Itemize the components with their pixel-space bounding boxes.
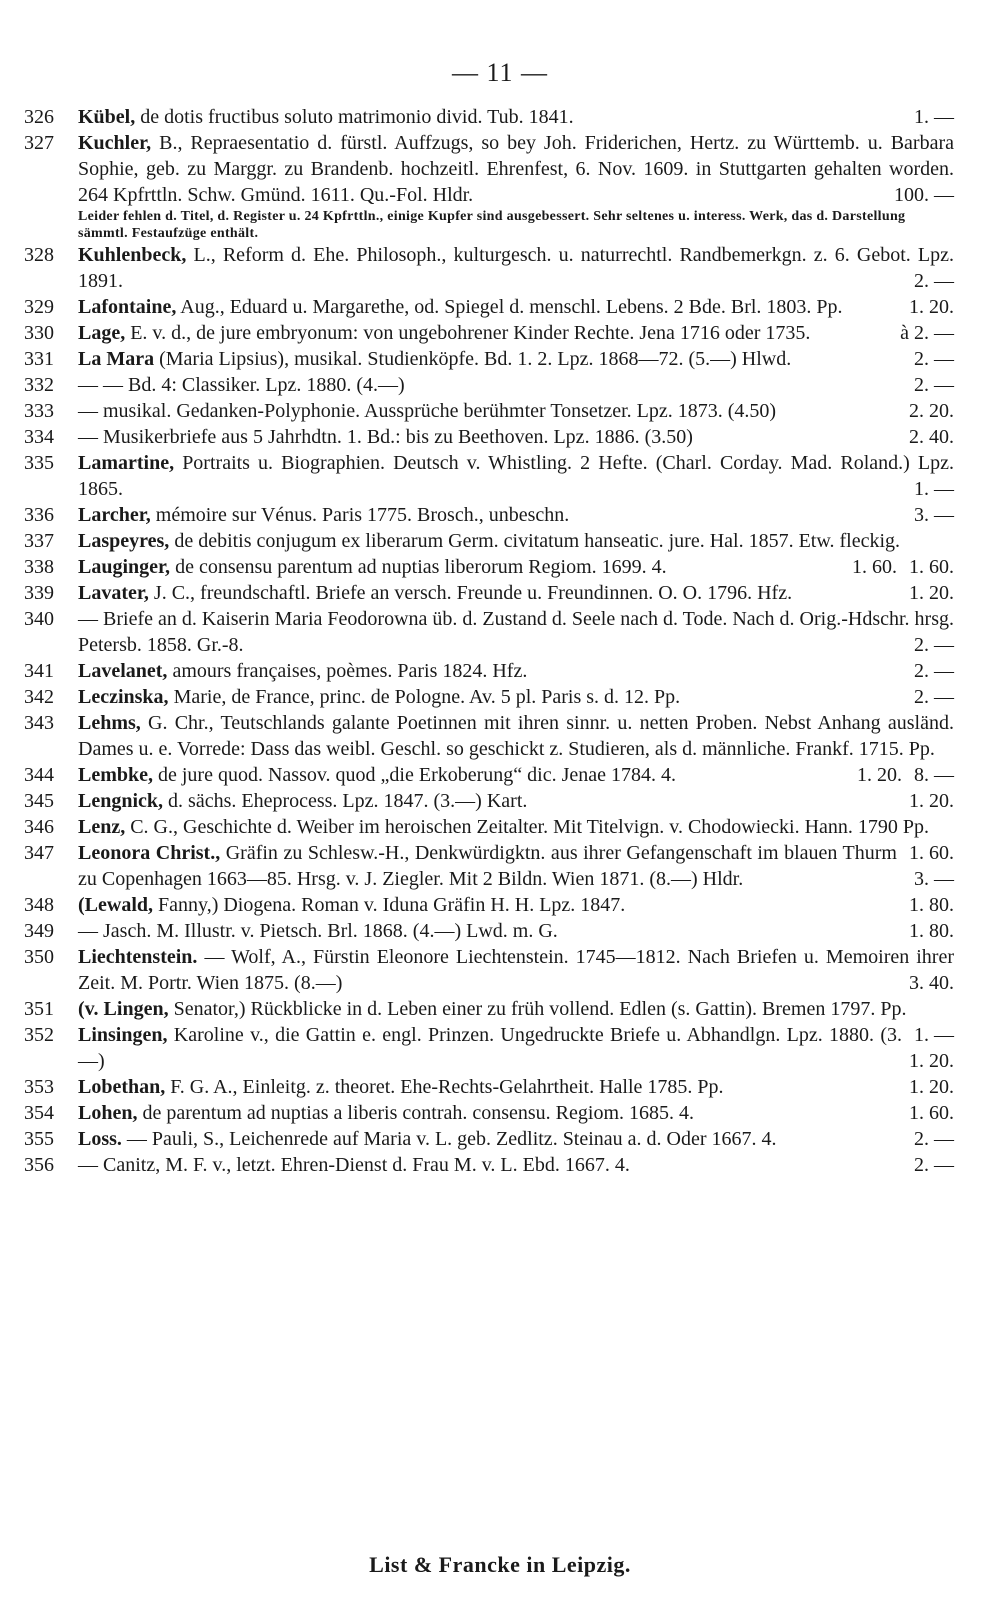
entry-body: [78, 944, 954, 996]
entry-text: L., Reform d. Ehe. Philosoph., kulturgesch. u. naturrechtl. Randbemerkgn. z. 6. Gebot. Lpz. 1891.: [78, 244, 954, 292]
entry-text: — — Bd. 4: Classiker. Lpz. 1880. (4.—): [78, 374, 405, 396]
entry-text: B., Repraesentatio d. fürstl. Auffzugs, so bey Joh. Friderichen, Hertz. zu Württemb. u. Barbara Sophie, geb. zu Marggr. zu Brandenb. hochzeitl. Ehrenfest, 6. Nov. 1609. in Stuttgarten gehalten worden. 264 Kpfrttln. Schw. Gmünd. 1611. Qu.-Fol. Hldr.: [78, 132, 954, 206]
entry-number: 330: [24, 322, 54, 344]
entry-text: J. C., freundschaftl. Briefe an versch. Freunde u. Freundinnen. O. O. 1796. Hfz.: [153, 582, 793, 604]
catalog-entry: [24, 424, 954, 450]
entry-text: — Pauli, S., Leichenrede auf Maria v. L. geb. Zedlitz. Steinau a. d. Oder 1667. 4.: [126, 1128, 777, 1150]
entry-number: 341: [24, 660, 54, 682]
entry-text: F. G. A., Einleitg. z. theoret. Ehe-Rechts-Gelahrtheit. Halle 1785. Pp.: [170, 1076, 724, 1098]
entry-text: Karoline v., die Gattin e. engl. Prinzen. Ungedruckte Briefe u. Abhandlgn. Lpz. 1880. (3.—): [78, 1024, 903, 1072]
entry-author: Lembke,: [78, 764, 153, 786]
entry-text: E. v. d., de jure embryonum: von ungebohrener Kinder Rechte. Jena 1716 oder 1735.: [130, 322, 811, 344]
entry-text: Portraits u. Biographien. Deutsch v. Whistling. 2 Hefte. (Charl. Corday. Mad. Roland.) Lpz. 1865.: [78, 452, 954, 500]
entry-number: 339: [24, 582, 54, 604]
entry-price: 8. —: [914, 764, 954, 786]
entry-number: 335: [24, 452, 54, 474]
entry-price: 2. —: [914, 1128, 954, 1150]
entry-body: [78, 372, 954, 398]
entry-number: 356: [24, 1154, 54, 1176]
entry-author: Lenz,: [78, 816, 126, 838]
entry-text: (Maria Lipsius), musikal. Studienköpfe. Bd. 1. 2. Lpz. 1868—72. (5.—) Hlwd.: [159, 348, 792, 370]
entry-body: [78, 684, 954, 710]
catalog-entry: [24, 1022, 954, 1074]
entry-author: Leonora Christ.,: [78, 842, 221, 864]
catalog-entry: [24, 1074, 954, 1100]
entry-number: 332: [24, 374, 54, 396]
entry-number: 351: [24, 998, 54, 1020]
entry-list: [24, 104, 954, 1178]
entry-author: Kuchler,: [78, 132, 152, 154]
entry-body: [78, 606, 954, 658]
entry-number: 337: [24, 530, 54, 552]
entry-body: [78, 346, 954, 372]
entry-author: Lage,: [78, 322, 126, 344]
entry-price: 2. —: [914, 686, 954, 708]
catalog-entry: [24, 918, 954, 944]
entry-author: Lauginger,: [78, 556, 171, 578]
entry-author: Lohen,: [78, 1102, 138, 1124]
entry-price: 1. 60.: [852, 556, 897, 578]
catalog-entry: [24, 788, 954, 814]
entry-number: 329: [24, 296, 54, 318]
entry-note: Leider fehlen d. Titel, d. Register u. 24 Kpfrttln., einige Kupfer sind ausgebessert. Sehr seltenes u. interess. Werk, das d. Darstellung sämmtl. Festaufzüge enthält.: [78, 209, 906, 241]
entry-number: 345: [24, 790, 54, 812]
entry-author: Loss.: [78, 1128, 122, 1150]
entry-author: Larcher,: [78, 504, 151, 526]
catalog-entry: [24, 892, 954, 918]
entry-price: 2. —: [914, 1154, 954, 1176]
catalog-entry: [24, 346, 954, 372]
entry-text: de dotis fructibus soluto matrimonio divid. Tub. 1841.: [140, 106, 574, 128]
entry-body: [78, 918, 954, 944]
entry-body: [78, 1152, 954, 1178]
catalog-entry: [24, 130, 954, 242]
entry-body: [78, 1100, 954, 1126]
entry-price: 1. 80.: [909, 920, 954, 942]
entry-price: 1. 60.: [909, 842, 954, 864]
entry-body: [78, 1126, 954, 1152]
catalog-entry: [24, 502, 954, 528]
entry-price: 1. 20.: [909, 582, 954, 604]
catalog-entry: [24, 450, 954, 502]
catalog-entry: [24, 372, 954, 398]
entry-body: [78, 320, 954, 346]
entry-price: 3. —: [914, 504, 954, 526]
entry-author: Kübel,: [78, 106, 136, 128]
catalog-entry: [24, 294, 954, 320]
entry-price: 1. —: [914, 1024, 954, 1046]
entry-text: Gräfin zu Schlesw.-H., Denkwürdigktn. aus ihrer Gefangenschaft im blauen Thurm zu Copenhagen 1663—85. Hrsg. v. J. Ziegler. Mit 2 Bildn. Wien 1871. (8.—) Hldr.: [78, 842, 897, 890]
entry-author: Lavater,: [78, 582, 149, 604]
entry-text: — Musikerbriefe aus 5 Jahrhdtn. 1. Bd.: bis zu Beethoven. Lpz. 1886. (3.50): [78, 426, 693, 448]
entry-number: 342: [24, 686, 54, 708]
entry-body: [78, 840, 954, 892]
entry-body: [78, 104, 954, 130]
entry-author: (v. Lingen,: [78, 998, 169, 1020]
publisher-footer: List & Francke in Leipzig.: [369, 1552, 631, 1577]
catalog-entry: [24, 320, 954, 346]
entry-body: [78, 502, 954, 528]
entry-price: 2. —: [914, 374, 954, 396]
entry-price: 1. 20.: [909, 1076, 954, 1098]
entry-number: 340: [24, 608, 54, 630]
entry-body: [78, 1022, 954, 1074]
entry-author: Liechtenstein.: [78, 946, 198, 968]
catalog-entry: [24, 580, 954, 606]
catalog-entry: [24, 684, 954, 710]
entry-text: G. Chr., Teutschlands galante Poetinnen mit ihren sinnr. u. netten Proben. Nebst Anhang ausländ. Dames u. e. Vorrede: Dass das weibl. Geschl. so geschickt z. Studieren, als d. männliche. Frankf. 1715. Pp.: [78, 712, 954, 760]
entry-author: La Mara: [78, 348, 155, 370]
entry-number: 355: [24, 1128, 54, 1150]
entry-number: 344: [24, 764, 54, 786]
entry-text: — Wolf, A., Fürstin Eleonore Liechtenstein. 1745—1812. Nach Briefen u. Memoiren ihrer Zeit. M. Portr. Wien 1875. (8.—): [78, 946, 955, 994]
entry-number: 338: [24, 556, 54, 578]
entry-number: 331: [24, 348, 54, 370]
catalog-entry: [24, 104, 954, 130]
entry-price: 2. —: [914, 270, 954, 292]
entry-author: Kuhlenbeck,: [78, 244, 187, 266]
entry-body: [78, 1074, 954, 1100]
catalog-entry: [24, 840, 954, 892]
entry-price: 2. —: [914, 660, 954, 682]
entry-text: Aug., Eduard u. Margarethe, od. Spiegel d. menschl. Lebens. 2 Bde. Brl. 1803. Pp.: [180, 296, 843, 318]
entry-body: [78, 762, 954, 788]
entry-price: 1. 20.: [857, 764, 902, 786]
entry-text: Fanny,) Diogena. Roman v. Iduna Gräfin H. H. Lpz. 1847.: [158, 894, 626, 916]
catalog-entry: [24, 944, 954, 996]
catalog-entry: [24, 1100, 954, 1126]
entry-author: (Lewald,: [78, 894, 153, 916]
entry-body: [78, 554, 954, 580]
entry-price: 3. —: [914, 868, 954, 890]
entry-text: d. sächs. Eheprocess. Lpz. 1847. (3.—) Kart.: [168, 790, 528, 812]
entry-text: — musikal. Gedanken-Polyphonie. Aussprüche berühmter Tonsetzer. Lpz. 1873. (4.50): [78, 400, 777, 422]
catalog-entry: [24, 658, 954, 684]
entry-author: Laspeyres,: [78, 530, 170, 552]
entry-number: 326: [24, 106, 54, 128]
entry-number: 349: [24, 920, 54, 942]
entry-author: Linsingen,: [78, 1024, 168, 1046]
entry-price: 1. 20.: [909, 1050, 954, 1072]
entry-body: [78, 450, 954, 502]
entry-number: 347: [24, 842, 54, 864]
catalog-entry: [24, 762, 954, 788]
entry-body: [78, 580, 954, 606]
entry-text: Marie, de France, princ. de Pologne. Av. 5 pl. Paris s. d. 12. Pp.: [173, 686, 681, 708]
entry-number: 348: [24, 894, 54, 916]
entry-body: [78, 424, 954, 450]
entry-author: Lavelanet,: [78, 660, 168, 682]
entry-price: 1. 60.: [909, 1102, 954, 1124]
entry-number: 334: [24, 426, 54, 448]
entry-price: 1. 20.: [909, 296, 954, 318]
entry-author: Lafontaine,: [78, 296, 177, 318]
entry-text: de jure quod. Nassov. quod „die Erkoberung“ dic. Jenae 1784. 4.: [158, 764, 677, 786]
entry-price: 1. 60.: [909, 556, 954, 578]
entry-author: Leczinska,: [78, 686, 169, 708]
entry-text: de debitis conjugum ex liberarum Germ. civitatum hanseatic. jure. Hal. 1857. Etw. fleckig.: [174, 530, 901, 552]
entry-body: [78, 242, 954, 294]
entry-price: à 2. —: [900, 322, 954, 344]
entry-price: 2. 40.: [909, 426, 954, 448]
entry-text: Senator,) Rückblicke in d. Leben einer zu früh vollend. Edlen (s. Gattin). Bremen 1797. Pp.: [173, 998, 907, 1020]
catalog-entry: [24, 242, 954, 294]
entry-number: 343: [24, 712, 54, 734]
catalog-entry: [24, 554, 954, 580]
catalog-entry: [24, 398, 954, 424]
entry-number: 328: [24, 244, 54, 266]
entry-price: 1. 80.: [909, 894, 954, 916]
entry-body: [78, 788, 954, 814]
entry-text: — Jasch. M. Illustr. v. Pietsch. Brl. 1868. (4.—) Lwd. m. G.: [78, 920, 558, 942]
entry-body: [78, 130, 954, 208]
entry-text: — Canitz, M. F. v., letzt. Ehren-Dienst d. Frau M. v. L. Ebd. 1667. 4.: [78, 1154, 630, 1176]
entry-number: 333: [24, 400, 54, 422]
entry-body: [78, 398, 954, 424]
entry-text: de parentum ad nuptias a liberis contrah. consensu. Regiom. 1685. 4.: [142, 1102, 695, 1124]
entry-text: amours françaises, poèmes. Paris 1824. Hfz.: [172, 660, 528, 682]
entry-price: 2. —: [914, 348, 954, 370]
entry-price: 100. —: [894, 184, 954, 206]
catalog-entry: [24, 1152, 954, 1178]
catalog-entry: [24, 1126, 954, 1152]
entry-price: 2. 20.: [909, 400, 954, 422]
entry-number: 354: [24, 1102, 54, 1124]
catalog-entry: [24, 606, 954, 658]
page-number: — 11 —: [451, 58, 549, 87]
entry-number: 346: [24, 816, 54, 838]
entry-author: Lobethan,: [78, 1076, 166, 1098]
entry-number: 327: [24, 132, 54, 154]
entry-author: Lehms,: [78, 712, 141, 734]
entry-author: Lengnick,: [78, 790, 164, 812]
entry-number: 352: [24, 1024, 54, 1046]
entry-body: [78, 294, 954, 320]
entry-price: 1. —: [914, 478, 954, 500]
entry-price: 2. —: [914, 634, 954, 656]
entry-body: [78, 892, 954, 918]
entry-text: C. G., Geschichte d. Weiber im heroischen Zeitalter. Mit Titelvign. v. Chodowiecki. Hann. 1790 Pp.: [130, 816, 930, 838]
entry-text: mémoire sur Vénus. Paris 1775. Brosch., unbeschn.: [155, 504, 570, 526]
entry-body: [78, 658, 954, 684]
entry-text: — Briefe an d. Kaiserin Maria Feodorowna üb. d. Zustand d. Seele nach d. Tode. Nach d. Orig.-Hdschr. hrsg. Petersb. 1858. Gr.-8.: [78, 608, 954, 656]
entry-author: Lamartine,: [78, 452, 175, 474]
entry-number: 350: [24, 946, 54, 968]
entry-price: 1. —: [914, 106, 954, 128]
entry-text: de consensu parentum ad nuptias liberorum Regiom. 1699. 4.: [175, 556, 667, 578]
entry-number: 353: [24, 1076, 54, 1098]
entry-price: 3. 40.: [909, 972, 954, 994]
entry-price: 1. 20.: [909, 790, 954, 812]
entry-number: 336: [24, 504, 54, 526]
